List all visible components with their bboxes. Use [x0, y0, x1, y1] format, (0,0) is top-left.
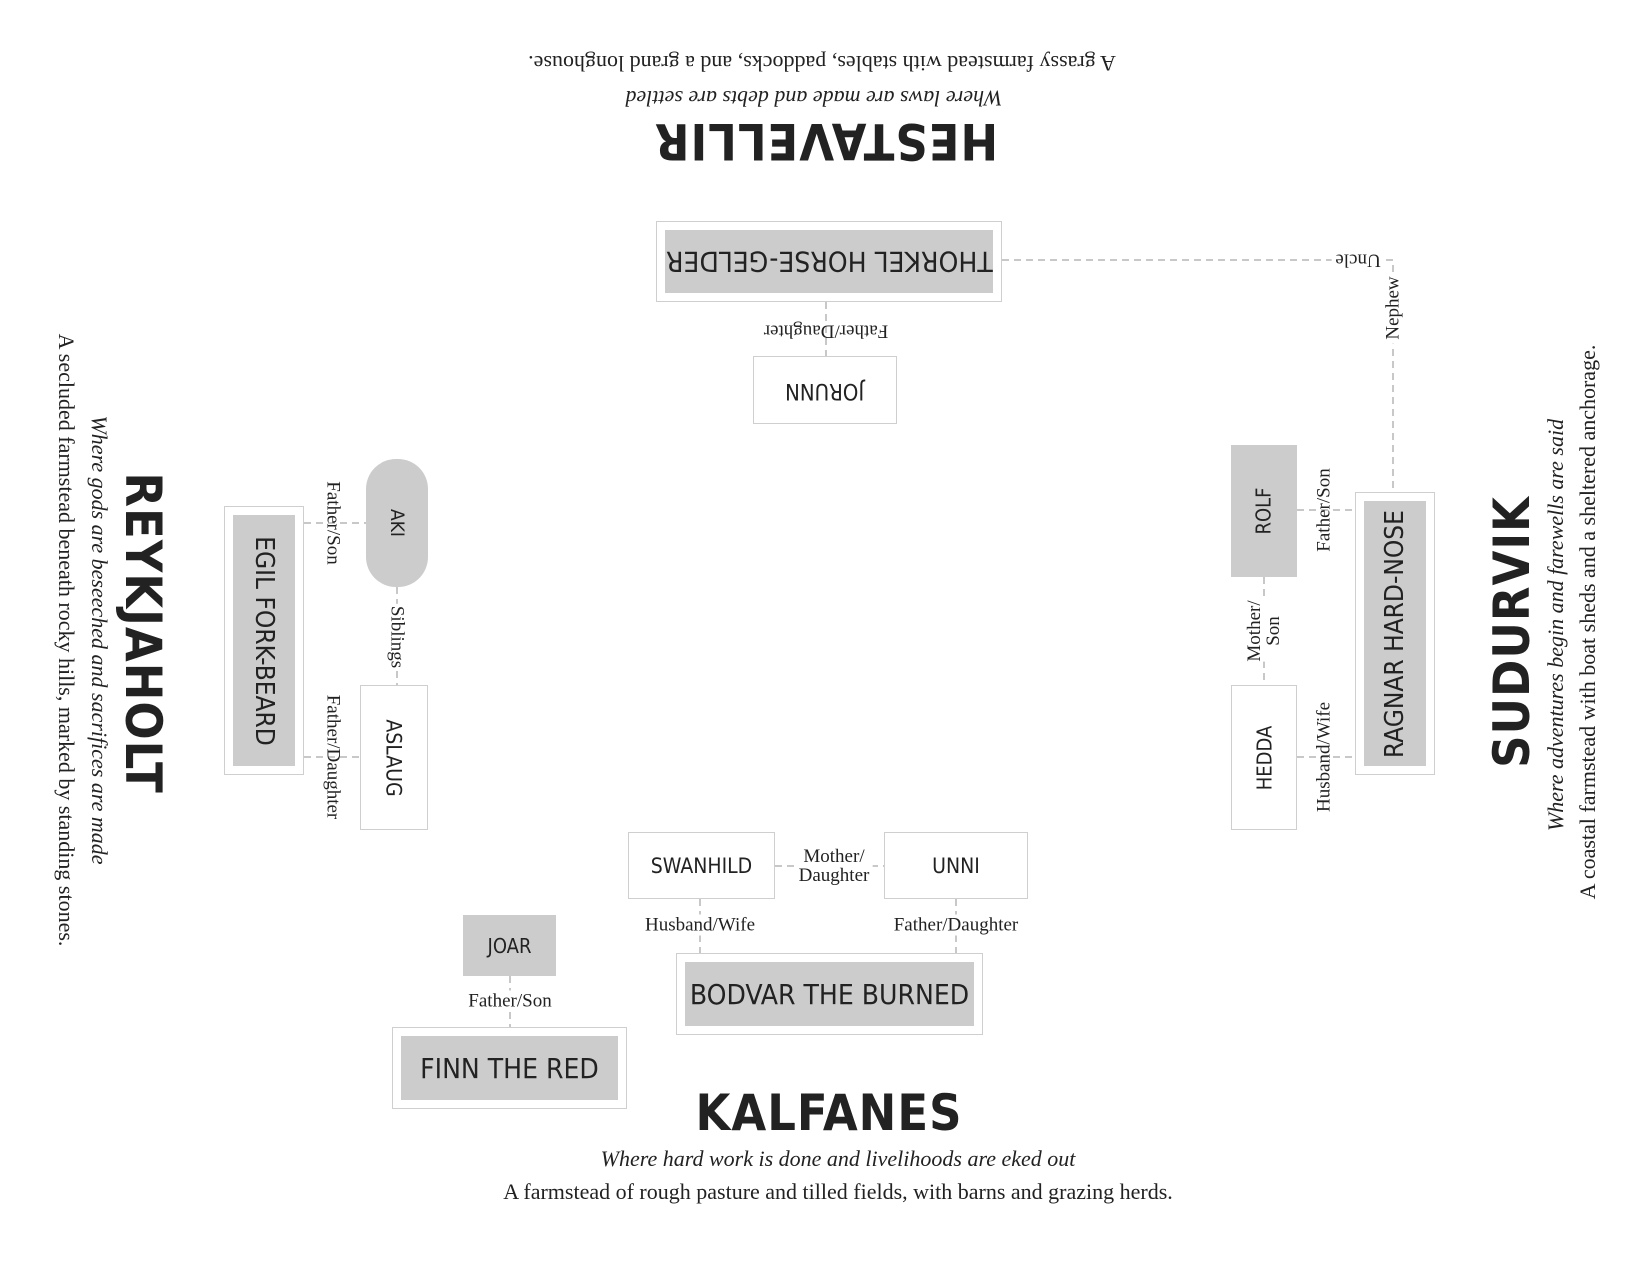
relation-label: Father/Son — [468, 990, 552, 1012]
character-node-aslaug[interactable] — [360, 685, 428, 830]
region-motto-sudurvik: Where adventures begin and farewells are said — [1543, 418, 1568, 832]
region-title-reykjaholt: REYKJAHOLT — [114, 472, 172, 794]
region-motto-kalfanes: Where hard work is done and livelihoods are eked out — [600, 1146, 1076, 1171]
region-description-kalfanes: A farmstead of rough pasture and tilled fields, with barns and grazing herds. — [503, 1179, 1173, 1204]
relation-label: Siblings — [386, 605, 408, 669]
character-node-ragnar[interactable] — [1355, 492, 1435, 775]
character-name: AKI — [386, 509, 408, 537]
character-node-finn[interactable] — [392, 1027, 627, 1109]
relation-label: Father/Daughter — [322, 694, 344, 820]
relation-label: Father/Daughter — [763, 320, 889, 342]
relation-label: Father/Daughter — [893, 914, 1019, 936]
character-name: EGIL FORK-BEARD — [249, 535, 280, 746]
relation-label-line1: Mother/ — [1244, 600, 1265, 662]
character-name: UNNI — [932, 853, 980, 878]
character-node-aki[interactable] — [366, 459, 428, 587]
relation-label-line1: Mother/ — [803, 846, 865, 867]
relation-label: Father/Son — [322, 481, 344, 565]
region-title-hestavellir: HESTAVELLIR — [653, 112, 999, 170]
region-title-sudurvik: SUDURVIK — [1483, 496, 1541, 768]
character-node-bodvar[interactable] — [676, 953, 983, 1035]
region-description-sudurvik: A coastal farmstead with boat sheds and a sheltered anchorage. — [1575, 344, 1600, 900]
relation-label: Father/Son — [1313, 468, 1335, 552]
character-name: ASLAUG — [382, 718, 407, 797]
relation-label: Husband/Wife — [1313, 701, 1335, 813]
character-node-unni[interactable] — [884, 832, 1028, 899]
character-name: SWANHILD — [650, 853, 753, 878]
character-name: BODVAR THE BURNED — [689, 977, 970, 1011]
character-name: JOAR — [487, 933, 532, 958]
character-name: THORKEL HORSE-GELDER — [665, 245, 993, 278]
character-node-swanhild[interactable] — [628, 832, 775, 899]
character-node-joar[interactable] — [463, 915, 556, 976]
character-name: ROLF — [1252, 487, 1276, 535]
relation-label: Husband/Wife — [644, 914, 756, 936]
region-motto-hestavellir: Where laws are made and debts are settled — [625, 86, 1003, 111]
character-node-thorkel[interactable] — [656, 221, 1002, 302]
region-description-hestavellir: A grassy farmstead with stables, paddocks, and a grand longhouse. — [528, 51, 1116, 76]
link-thorkel-ragnar — [1002, 260, 1393, 492]
relation-label: Nephew — [1382, 276, 1404, 340]
region-motto-reykjaholt: Where gods are beseeched and sacrifices are made — [87, 415, 112, 865]
character-name: RAGNAR HARD-NOSE — [1380, 509, 1410, 758]
character-node-jorunn[interactable] — [753, 356, 897, 424]
character-name: FINN THE RED — [420, 1051, 599, 1085]
character-node-hedda[interactable] — [1231, 685, 1297, 830]
character-node-egil[interactable] — [224, 506, 304, 775]
character-node-rolf[interactable] — [1231, 445, 1297, 577]
relation-label-line2: Daughter — [798, 865, 870, 886]
relation-label: Uncle — [1335, 249, 1381, 271]
region-title-kalfanes: KALFANES — [695, 1084, 963, 1142]
region-description-reykjaholt: A secluded farmstead beneath rocky hills, marked by standing stones. — [54, 333, 79, 947]
relation-label-line2: Son — [1263, 616, 1284, 646]
character-name: HEDDA — [1252, 725, 1277, 790]
character-name: JORUNN — [785, 377, 865, 403]
